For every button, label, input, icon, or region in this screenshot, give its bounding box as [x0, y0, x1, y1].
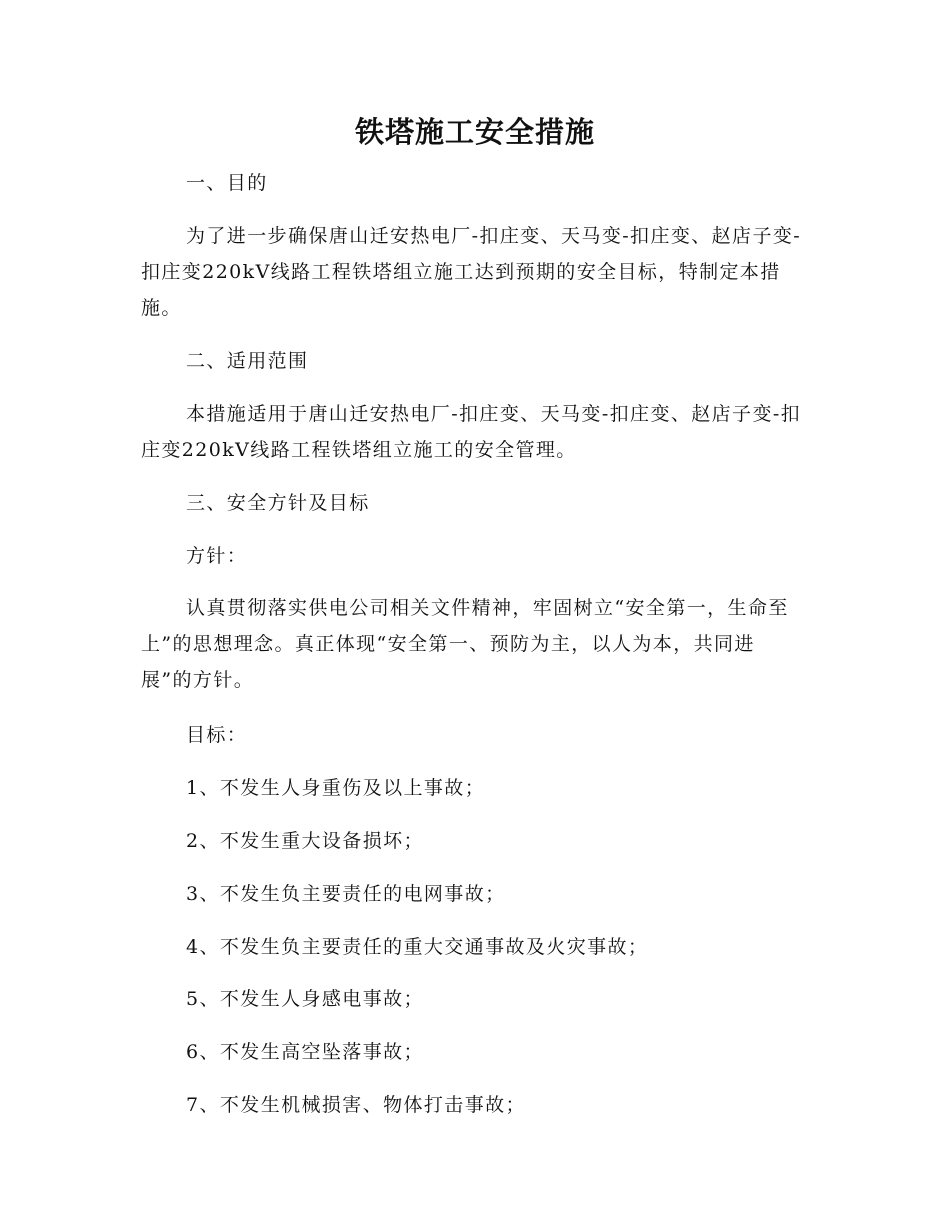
goal-item: 5、不发生人身感电事故； [186, 988, 424, 1010]
section-heading-purpose: 一、目的 [186, 172, 268, 194]
section-heading-policy-goals: 三、安全方针及目标 [186, 492, 370, 514]
paragraph-purpose: 为了进一步确保唐山迁安热电厂-扣庄变、天马变-扣庄变、赵店子变-扣庄变220kV线路工程铁塔组立施工达到预期的安全目标，特制定本措施。 [141, 225, 802, 319]
goal-item: 3、不发生负主要责任的电网事故； [186, 883, 506, 905]
paragraph-scope: 本措施适用于唐山迁安热电厂-扣庄变、天马变-扣庄变、赵店子变-扣庄变220kV线路工程铁塔组立施工的安全管理。 [141, 403, 802, 461]
goal-item: 6、不发生高空坠落事故； [186, 1041, 424, 1063]
goal-item: 2、不发生重大设备损坏； [186, 830, 424, 852]
label-goals: 目标： [186, 724, 248, 746]
label-policy: 方针： [186, 545, 248, 567]
document-title: 铁塔施工安全措施 [354, 115, 595, 149]
section-heading-scope: 二、适用范围 [186, 350, 309, 372]
goal-item: 1、不发生人身重伤及以上事故； [186, 777, 486, 799]
paragraph-policy: 认真贯彻落实供电公司相关文件精神，牢固树立“安全第一，生命至上”的思想理念。真正体现“安全第一、预防为主，以人为本，共同进展”的方针。 [141, 597, 789, 691]
goal-item: 7、不发生机械损害、物体打击事故； [186, 1094, 526, 1116]
goal-item: 4、不发生负主要责任的重大交通事故及火灾事故； [186, 936, 649, 958]
